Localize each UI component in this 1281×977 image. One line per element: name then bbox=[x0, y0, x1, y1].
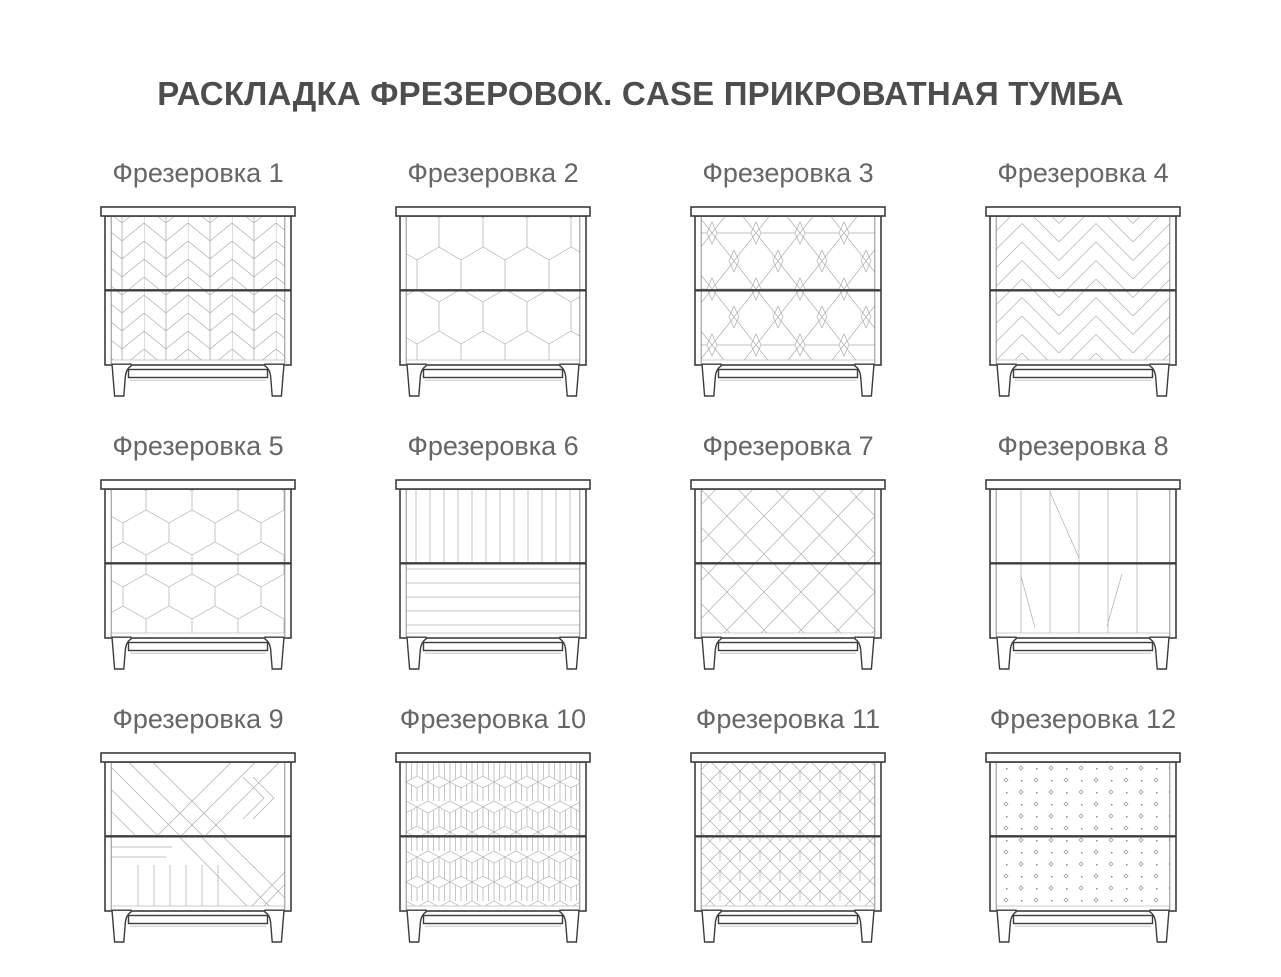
leg-stretcher bbox=[719, 916, 858, 924]
figure-cell-10 bbox=[346, 704, 641, 977]
cabinet-top-board bbox=[396, 207, 590, 216]
right-leg bbox=[265, 637, 284, 669]
leg-stretcher bbox=[1014, 643, 1153, 651]
figure-grid bbox=[51, 158, 1231, 977]
leg-stretcher bbox=[1014, 916, 1153, 924]
figure-label: Фрезеровка 9 bbox=[112, 704, 284, 734]
cabinet-drawing-5 bbox=[100, 478, 296, 671]
leg-stretcher bbox=[424, 916, 563, 924]
figure-cell-12 bbox=[936, 704, 1231, 977]
left-leg bbox=[702, 910, 721, 942]
left-leg bbox=[997, 364, 1016, 396]
figure-label: Фрезеровка 6 bbox=[407, 431, 579, 461]
cabinet-drawing-12 bbox=[985, 751, 1181, 944]
right-leg bbox=[855, 637, 874, 669]
cabinet-drawing-2 bbox=[395, 205, 591, 398]
cabinet-top-board bbox=[986, 480, 1180, 489]
left-leg bbox=[112, 637, 131, 669]
left-leg bbox=[702, 364, 721, 396]
left-leg bbox=[997, 910, 1016, 942]
figure-label: Фрезеровка 3 bbox=[702, 158, 874, 188]
left-leg bbox=[112, 910, 131, 942]
right-leg bbox=[560, 637, 579, 669]
figure-label: Фрезеровка 11 bbox=[695, 704, 881, 734]
figure-label: Фрезеровка 5 bbox=[112, 431, 284, 461]
cabinet-drawing-3 bbox=[690, 205, 886, 398]
cabinet-drawing-9 bbox=[100, 751, 296, 944]
right-leg bbox=[265, 364, 284, 396]
cabinet-top-board bbox=[101, 480, 295, 489]
leg-stretcher bbox=[129, 643, 268, 651]
right-leg bbox=[1150, 637, 1169, 669]
cabinet-drawing-4 bbox=[985, 205, 1181, 398]
right-leg bbox=[855, 364, 874, 396]
figure-cell-1 bbox=[51, 158, 346, 431]
cabinet-drawing-1 bbox=[100, 205, 296, 398]
left-leg bbox=[407, 637, 426, 669]
page-title: РАСКЛАДКА ФРЕЗЕРОВОК. CASE ПРИКРОВАТНАЯ ТУМБА bbox=[157, 75, 1124, 112]
figure-label: Фрезеровка 1 bbox=[112, 158, 284, 188]
figure-label: Фрезеровка 7 bbox=[702, 431, 874, 461]
figure-cell-4 bbox=[936, 158, 1231, 431]
figure-label: Фрезеровка 2 bbox=[407, 158, 579, 188]
cabinet-drawing-6 bbox=[395, 478, 591, 671]
right-leg bbox=[560, 910, 579, 942]
leg-stretcher bbox=[1014, 370, 1153, 378]
leg-stretcher bbox=[424, 370, 563, 378]
right-leg bbox=[560, 364, 579, 396]
cabinet-top-board bbox=[691, 753, 885, 762]
leg-stretcher bbox=[719, 370, 858, 378]
leg-stretcher bbox=[719, 643, 858, 651]
right-leg bbox=[855, 910, 874, 942]
figure-cell-8 bbox=[936, 431, 1231, 704]
left-leg bbox=[112, 364, 131, 396]
leg-stretcher bbox=[129, 370, 268, 378]
leg-stretcher bbox=[424, 643, 563, 651]
figure-cell-2 bbox=[346, 158, 641, 431]
cabinet-top-board bbox=[101, 207, 295, 216]
left-leg bbox=[407, 364, 426, 396]
left-leg bbox=[407, 910, 426, 942]
cabinet-top-board bbox=[986, 207, 1180, 216]
cabinet-top-board bbox=[691, 207, 885, 216]
right-leg bbox=[265, 910, 284, 942]
figure-cell-6 bbox=[346, 431, 641, 704]
figure-label: Фрезеровка 8 bbox=[997, 431, 1169, 461]
cabinet-drawing-7 bbox=[690, 478, 886, 671]
right-leg bbox=[1150, 910, 1169, 942]
figure-cell-3 bbox=[641, 158, 936, 431]
cabinet-top-board bbox=[101, 753, 295, 762]
cabinet-drawing-8 bbox=[985, 478, 1181, 671]
cabinet-drawing-10 bbox=[395, 751, 591, 944]
cabinet-top-board bbox=[396, 753, 590, 762]
figure-label: Фрезеровка 10 bbox=[399, 704, 587, 734]
left-leg bbox=[997, 637, 1016, 669]
cabinet-top-board bbox=[396, 480, 590, 489]
figure-label: Фрезеровка 12 bbox=[989, 704, 1177, 734]
cabinet-drawing-11 bbox=[690, 751, 886, 944]
figure-cell-11 bbox=[641, 704, 936, 977]
left-leg bbox=[702, 637, 721, 669]
figure-label: Фрезеровка 4 bbox=[997, 158, 1169, 188]
leg-stretcher bbox=[129, 916, 268, 924]
cabinet-top-board bbox=[691, 480, 885, 489]
figure-cell-9 bbox=[51, 704, 346, 977]
figure-cell-7 bbox=[641, 431, 936, 704]
right-leg bbox=[1150, 364, 1169, 396]
cabinet-top-board bbox=[986, 753, 1180, 762]
figure-cell-5 bbox=[51, 431, 346, 704]
